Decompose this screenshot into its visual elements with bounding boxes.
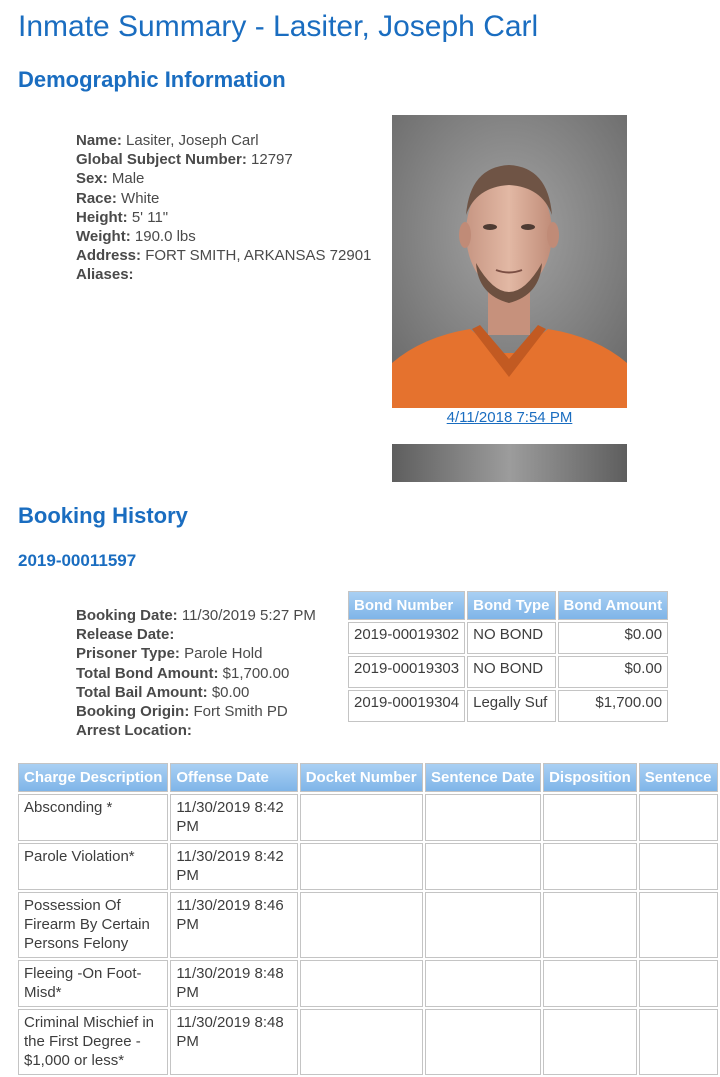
charge-disposition-cell — [543, 1009, 637, 1075]
demographic-heading: Demographic Information — [18, 67, 286, 92]
field-label: Booking Origin: — [76, 703, 190, 721]
demographic-fields — [76, 131, 371, 285]
charge-description-cell: Fleeing -On Foot- Misd* — [18, 960, 168, 1007]
field-name — [76, 131, 371, 150]
charges-header-docket-number[interactable]: Docket Number — [300, 763, 423, 792]
bond-header-number[interactable]: Bond Number — [348, 591, 465, 620]
field-label: Name: — [76, 132, 122, 149]
charge-disposition-cell — [543, 892, 637, 958]
field-aliases — [76, 265, 371, 284]
page-title: Inmate Summary - Lasiter, Joseph Carl — [18, 10, 539, 43]
charge-description-cell: Criminal Mischief in the First Degree - $1,000 or less* — [18, 1009, 168, 1075]
booking-history-heading: Booking History — [18, 503, 188, 528]
field-value: $1,700.00 — [222, 664, 290, 682]
field-label: Race: — [76, 189, 117, 207]
charge-offense-date-cell: 11/30/2019 8:42 PM — [170, 794, 297, 841]
bond-header-type[interactable]: Bond Type — [467, 591, 555, 620]
bond-type-cell: NO BOND — [467, 656, 555, 688]
mugshot-photo[interactable] — [392, 115, 627, 408]
field-value: FORT SMITH, ARKANSAS 72901 — [145, 247, 372, 265]
field-arrest-location — [76, 721, 316, 740]
bond-type-cell: NO BOND — [467, 622, 555, 654]
charge-row — [18, 960, 718, 1007]
field-height — [76, 208, 371, 227]
field-label: Weight: — [76, 228, 131, 246]
field-race — [76, 189, 371, 208]
charge-sentence-cell — [639, 892, 718, 958]
booking-fields — [76, 606, 316, 740]
charge-disposition-cell — [543, 794, 637, 841]
field-label: Booking Date: — [76, 607, 178, 624]
charge-description-cell: Absconding * — [18, 794, 168, 841]
field-value: Fort Smith PD — [193, 703, 288, 721]
field-total-bail-amount — [76, 683, 316, 702]
charge-docket-cell — [300, 960, 423, 1007]
charge-sentence-cell — [639, 1009, 718, 1075]
charge-sentence-date-cell — [425, 892, 541, 958]
charge-sentence-date-cell — [425, 843, 541, 890]
charge-description-cell: Possession Of Firearm By Certain Persons Felony — [18, 892, 168, 958]
bond-number-cell: 2019-00019304 — [348, 690, 465, 722]
field-value: 12797 — [251, 151, 293, 169]
charges-header-row — [18, 763, 718, 792]
second-mugshot-photo[interactable] — [392, 444, 627, 482]
field-label: Release Date: — [76, 626, 175, 644]
charge-offense-date-cell: 11/30/2019 8:48 PM — [170, 1009, 297, 1075]
field-label: Arrest Location: — [76, 722, 192, 740]
field-label: Address: — [76, 247, 142, 265]
field-prisoner-type — [76, 644, 316, 663]
charge-sentence-cell — [639, 843, 718, 890]
charges-header-sentence-date[interactable]: Sentence Date — [425, 763, 541, 792]
charge-row — [18, 892, 718, 958]
field-release-date — [76, 625, 316, 644]
photo-panel — [392, 115, 627, 426]
field-value: White — [121, 189, 160, 207]
bond-header-amount[interactable]: Bond Amount — [558, 591, 669, 620]
charge-row — [18, 1009, 718, 1075]
field-address — [76, 246, 371, 265]
field-value: $0.00 — [211, 683, 250, 701]
field-value: 190.0 lbs — [134, 228, 196, 246]
charge-offense-date-cell: 11/30/2019 8:46 PM — [170, 892, 297, 958]
field-value: Male — [111, 170, 145, 188]
field-value: Parole Hold — [184, 645, 263, 663]
charges-header-disposition[interactable]: Disposition — [543, 763, 637, 792]
bond-row — [348, 656, 668, 688]
charges-header-description[interactable]: Charge Description — [18, 763, 168, 792]
field-global-subject-number — [76, 150, 371, 169]
charge-disposition-cell — [543, 843, 637, 890]
charge-docket-cell — [300, 843, 423, 890]
bond-number-cell: 2019-00019302 — [348, 622, 465, 654]
charge-row — [18, 794, 718, 841]
field-label: Prisoner Type: — [76, 645, 180, 663]
field-sex — [76, 169, 371, 188]
charges-header-sentence[interactable]: Sentence — [639, 763, 718, 792]
field-label: Sex: — [76, 170, 108, 188]
field-weight — [76, 227, 371, 246]
bond-amount-cell: $1,700.00 — [558, 690, 669, 722]
charge-sentence-date-cell — [425, 960, 541, 1007]
booking-number: 2019-00011597 — [18, 551, 137, 570]
field-label: Aliases: — [76, 266, 134, 284]
charge-sentence-cell — [639, 960, 718, 1007]
field-label: Total Bail Amount: — [76, 683, 208, 701]
bond-row — [348, 690, 668, 722]
bond-table — [346, 589, 670, 724]
field-booking-origin — [76, 702, 316, 721]
charge-sentence-cell — [639, 794, 718, 841]
charge-description-cell: Parole Violation* — [18, 843, 168, 890]
charge-offense-date-cell: 11/30/2019 8:48 PM — [170, 960, 297, 1007]
field-value: Lasiter, Joseph Carl — [126, 132, 259, 149]
charge-sentence-date-cell — [425, 794, 541, 841]
charge-sentence-date-cell — [425, 1009, 541, 1075]
field-value: 11/30/2019 5:27 PM — [181, 607, 316, 624]
bond-type-cell: Legally Suf — [467, 690, 555, 722]
charge-docket-cell — [300, 1009, 423, 1075]
photo-date-link[interactable]: 4/11/2018 7:54 PM — [446, 409, 573, 426]
charge-docket-cell — [300, 794, 423, 841]
charge-offense-date-cell: 11/30/2019 8:42 PM — [170, 843, 297, 890]
charge-row — [18, 843, 718, 890]
bond-amount-cell: $0.00 — [558, 622, 669, 654]
field-label: Global Subject Number: — [76, 151, 247, 169]
field-booking-date — [76, 606, 316, 625]
charge-disposition-cell — [543, 960, 637, 1007]
field-value: 5' 11" — [131, 208, 169, 226]
charges-header-offense-date[interactable]: Offense Date — [170, 763, 297, 792]
field-label: Height: — [76, 208, 128, 226]
bond-amount-cell: $0.00 — [558, 656, 669, 688]
charge-docket-cell — [300, 892, 423, 958]
field-total-bond-amount — [76, 664, 316, 683]
bond-header-row — [348, 591, 668, 620]
bond-row — [348, 622, 668, 654]
charges-table — [16, 761, 720, 1077]
bond-number-cell: 2019-00019303 — [348, 656, 465, 688]
field-label: Total Bond Amount: — [76, 664, 219, 682]
charges-table-container — [18, 763, 720, 1070]
